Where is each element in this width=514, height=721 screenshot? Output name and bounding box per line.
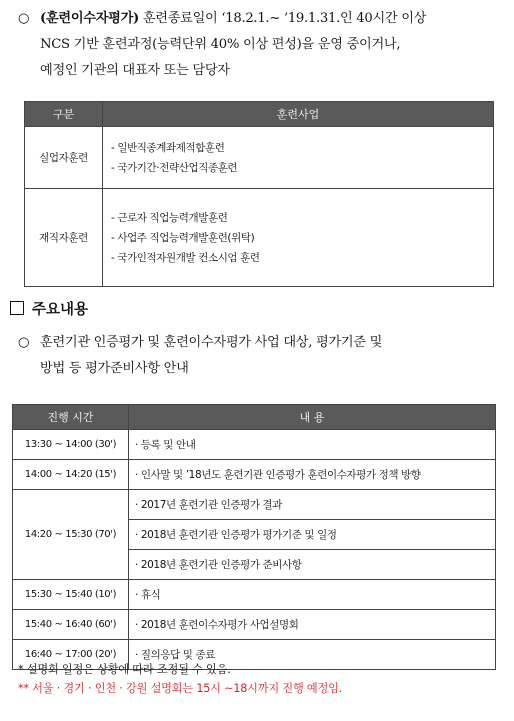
program-row — [25, 189, 494, 287]
schedule-content-cell: · 등록 및 안내 — [129, 430, 496, 460]
program-items-cell — [103, 127, 494, 189]
summary-line-1-text: 훈련기관 인증평가 및 훈련이수자평가 사업 대상, 평가기준 및 — [40, 335, 383, 350]
summary-line-2: 방법 등 평가준비사항 안내 — [40, 361, 189, 376]
program-header-items: 훈련사업 — [103, 102, 494, 127]
program-row — [25, 127, 494, 189]
schedule-time-cell: 16:40 ~ 17:00 (20') — [13, 640, 129, 670]
schedule-header-time: 진행 시간 — [13, 405, 129, 430]
schedule-time-cell: 14:00 ~ 14:20 (15') — [13, 460, 129, 490]
schedule-content-cell: · 2018년 훈련기관 인증평가 준비사항 — [129, 550, 496, 580]
schedule-row — [13, 580, 496, 610]
schedule-row — [13, 430, 496, 460]
intro-paragraph — [18, 6, 496, 84]
intro-bold-label: (훈련이수자평가) — [40, 11, 139, 26]
schedule-row — [13, 490, 496, 520]
intro-line-1 — [18, 6, 496, 32]
schedule-content-cell: · 2018년 훈련이수자평가 사업설명회 — [129, 610, 496, 640]
program-header-category: 구분 — [25, 102, 103, 127]
schedule-table — [12, 404, 496, 670]
program-table-header-row — [25, 102, 494, 127]
section-title: 주요내용 — [32, 302, 89, 318]
program-category-cell: 재직자훈련 — [25, 189, 103, 287]
schedule-content-cell: · 2017년 훈련기관 인증평가 결과 — [129, 490, 496, 520]
intro-line-3: 예정인 기관의 대표자 또는 담당자 — [40, 63, 230, 78]
summary-paragraph — [18, 330, 496, 382]
square-bullet-icon — [10, 301, 24, 315]
program-item: - 근로자 직업능력개발훈련 — [111, 211, 228, 224]
program-item: - 사업주 직업능력개발훈련(위탁) — [111, 231, 255, 244]
program-category-cell: 실업자훈련 — [25, 127, 103, 189]
schedule-header-content: 내 용 — [129, 405, 496, 430]
schedule-time-cell: 15:40 ~ 16:40 (60') — [13, 610, 129, 640]
program-table — [24, 101, 494, 287]
program-item: - 국가기간·전략산업직종훈련 — [111, 161, 238, 174]
schedule-row — [13, 610, 496, 640]
program-item: - 일반직종계좌제적합훈련 — [111, 141, 225, 154]
program-item: - 국가인적자원개발 컨소시엄 훈련 — [111, 251, 260, 264]
schedule-header-row — [13, 405, 496, 430]
schedule-content-cell: · 인사말 및 ’18년도 훈련기관 인증평가 훈련이수자평가 정책 방향 — [129, 460, 496, 490]
schedule-time-cell: 14:20 ~ 15:30 (70') — [13, 490, 129, 580]
footnote-general: * 설명회 일정은 상황에 따라 조정될 수 있음. — [18, 663, 231, 676]
intro-line-1-text: 훈련종료일이 ‘18.2.1.~ ’19.1.31.인 40시간 이상 — [138, 11, 427, 26]
circle-bullet-icon: ○ — [18, 11, 30, 26]
schedule-content-cell: · 휴식 — [129, 580, 496, 610]
footnote-region-schedule: ** 서울 · 경기 · 인천 · 강원 설명회는 15시 ~18시까지 진행 예정임. — [18, 682, 343, 695]
schedule-content-cell: · 질의응답 및 종료 — [129, 640, 496, 670]
schedule-content-cell: · 2018년 훈련기관 인증평가 평가기준 및 일정 — [129, 520, 496, 550]
schedule-row — [13, 460, 496, 490]
circle-bullet-icon: ○ — [18, 335, 30, 350]
schedule-time-cell: 13:30 ~ 14:00 (30') — [13, 430, 129, 460]
program-items-cell — [103, 189, 494, 287]
schedule-time-cell: 15:30 ~ 15:40 (10') — [13, 580, 129, 610]
intro-line-2: NCS 기반 훈련과정(능력단위 40% 이상 편성)을 운영 중이거나, — [40, 37, 401, 52]
section-heading — [10, 298, 88, 319]
summary-line-1 — [18, 330, 496, 356]
